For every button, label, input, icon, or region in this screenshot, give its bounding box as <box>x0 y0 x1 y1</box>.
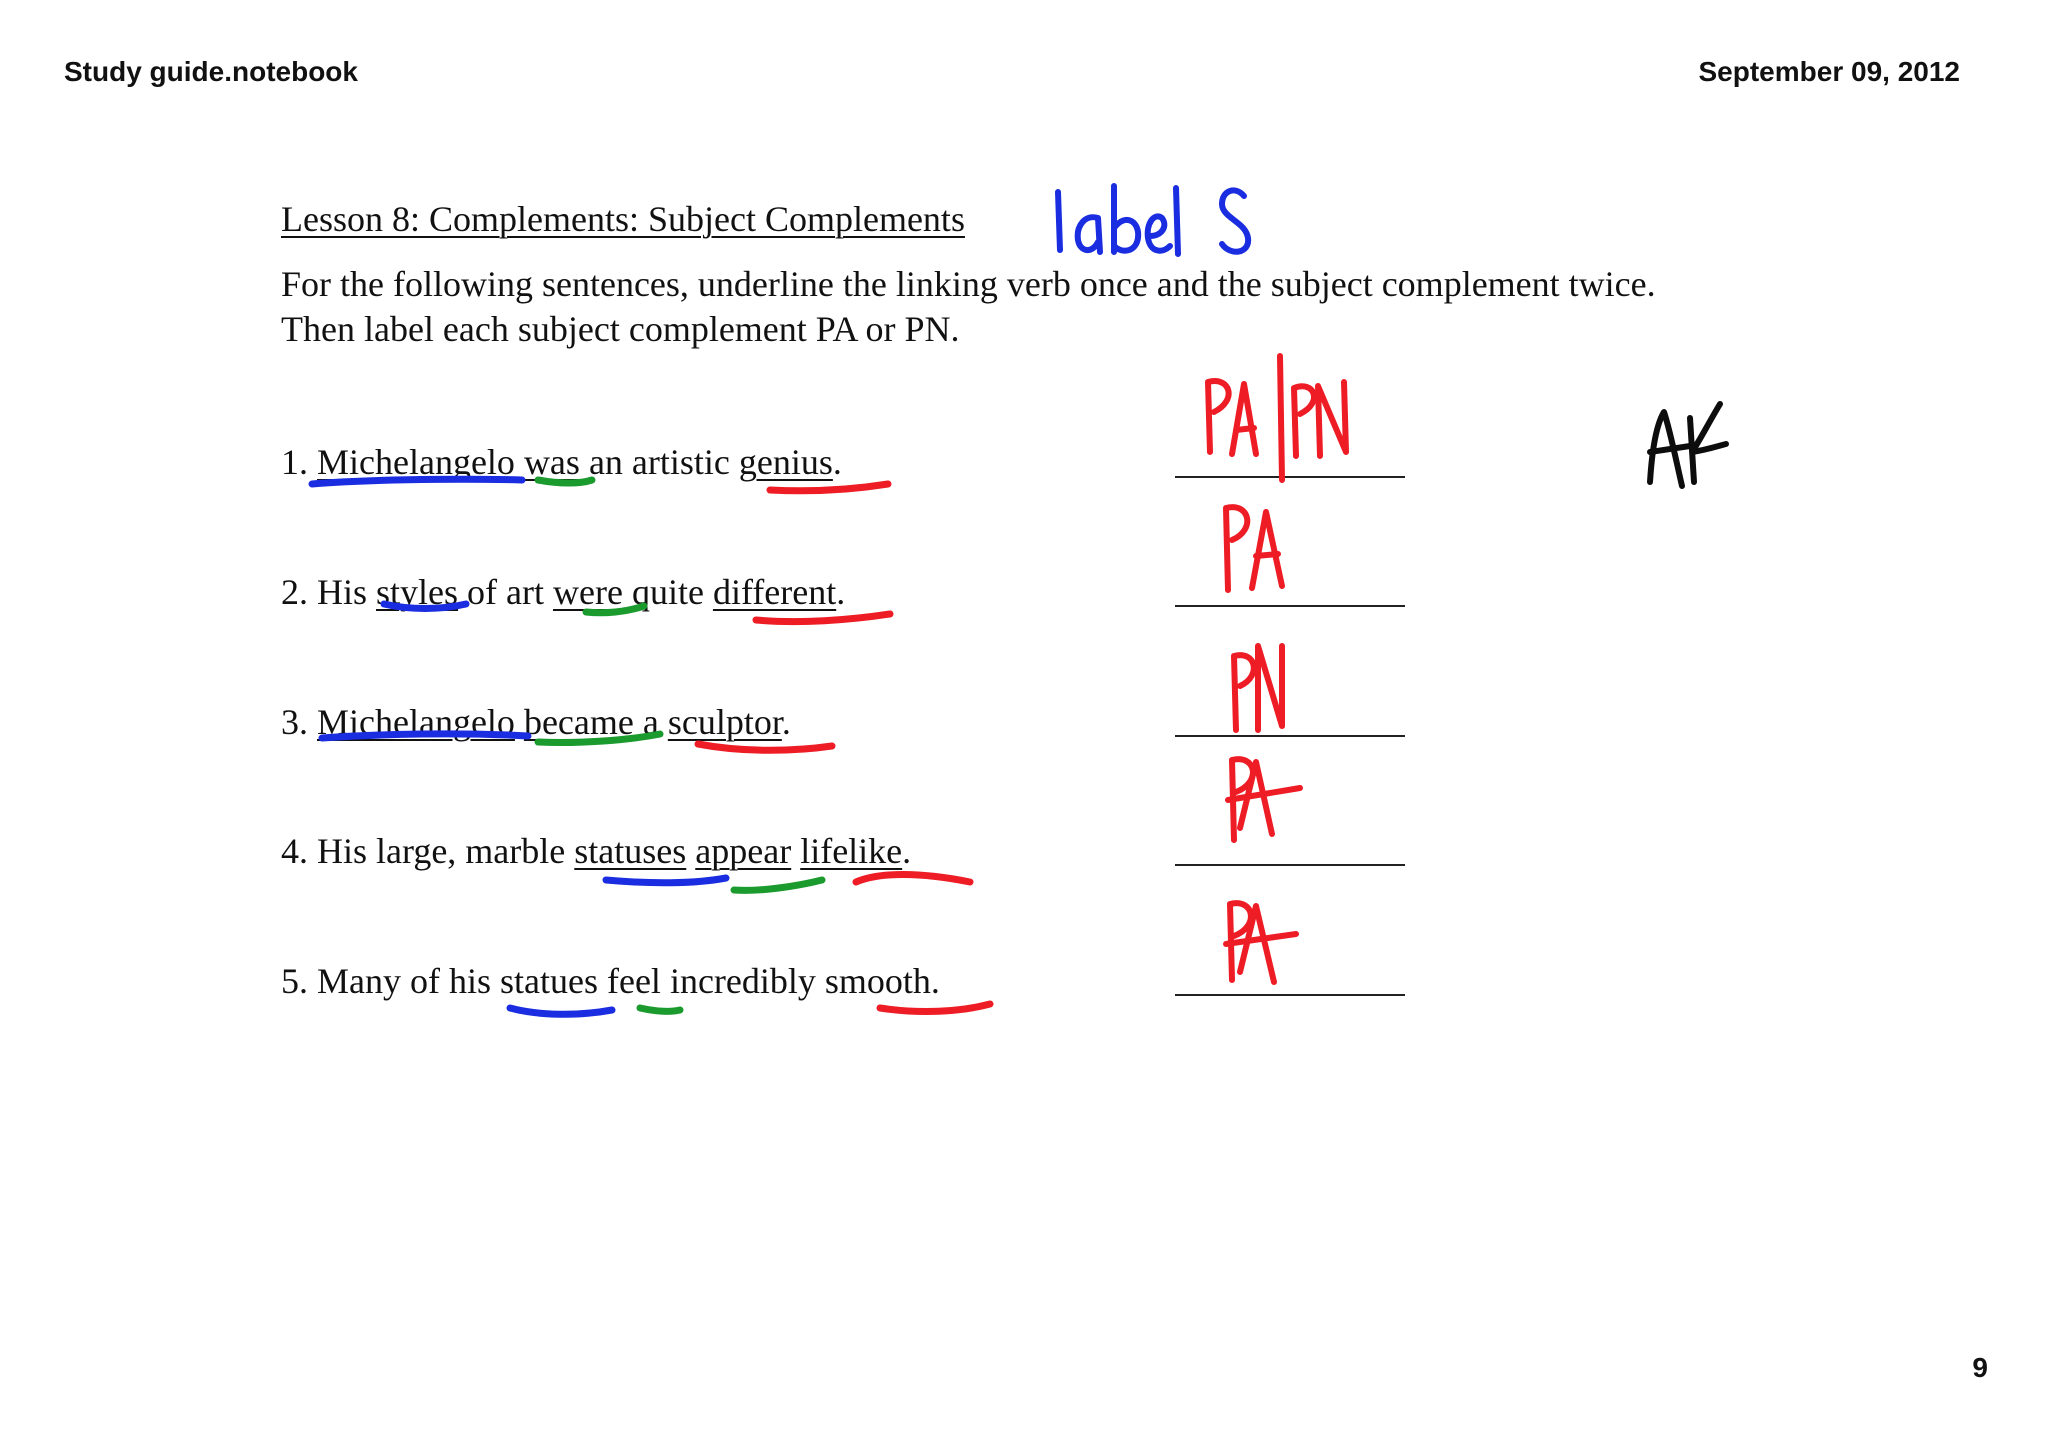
complement-ink-underlines <box>698 484 990 1011</box>
linking-verb-word: became <box>523 702 634 742</box>
sentence-1: 1. Michelangelo was an artistic genius. <box>281 442 842 482</box>
instructions-line-1: For the following sentences, underline the linking verb once and the subject complement twice. <box>281 264 1656 304</box>
verb-ink-underlines <box>538 480 822 1011</box>
subject-word: styles <box>376 572 459 612</box>
page-date: September 09, 2012 <box>1698 56 1960 87</box>
answer-label-4 <box>1228 759 1300 840</box>
answer-label-2 <box>1226 507 1282 590</box>
sentence-number: 5. <box>281 961 308 1001</box>
complement-word: lifelike <box>800 831 903 871</box>
complement-word: genius <box>738 442 833 482</box>
subject-word: statues <box>500 961 598 1001</box>
complement-word: different <box>712 572 837 612</box>
sentence-5: 5. Many of his statues feel incredibly smooth. <box>281 961 940 1001</box>
subject-word: statuses <box>574 831 687 871</box>
handwritten-label-s <box>1058 186 1248 254</box>
sentence-number: 3. <box>281 702 308 742</box>
sentence-4: 4. His large, marble statuses appear lifelike. <box>281 831 912 871</box>
linking-verb-word: feel <box>606 961 661 1001</box>
sentence-2: 2. His styles of art were quite different. <box>281 572 846 612</box>
subject-word: Michelangelo <box>317 702 515 742</box>
answer-label-5 <box>1226 903 1296 982</box>
linking-verb-word: were <box>553 572 623 612</box>
sentence-3: 3. Michelangelo became a sculptor. <box>281 702 791 742</box>
subject-ink-underlines <box>312 479 726 1014</box>
answer-blank-1[interactable] <box>1175 476 1405 478</box>
subject-word: Michelangelo <box>317 442 515 482</box>
answer-blank-4[interactable] <box>1175 864 1405 866</box>
notebook-name: Study guide.notebook <box>64 56 358 87</box>
answer-blank-5[interactable] <box>1175 994 1405 996</box>
page-number: 9 <box>1972 1352 1988 1383</box>
lesson-title: Lesson 8: Complements: Subject Complements <box>281 199 965 239</box>
sentence-number: 2. <box>281 572 308 612</box>
sentence-number: 1. <box>281 442 308 482</box>
complement-word: sculptor <box>667 702 782 742</box>
complement-word: smooth <box>824 961 931 1001</box>
answer-label-3 <box>1234 646 1282 730</box>
answer-blank-3[interactable] <box>1175 735 1405 737</box>
answer-blank-2[interactable] <box>1175 605 1405 607</box>
handwritten-ak <box>1650 404 1726 486</box>
sentence-number: 4. <box>281 831 308 871</box>
answer-label-1 <box>1208 356 1346 480</box>
linking-verb-word: appear <box>695 831 792 871</box>
instructions-line-2: Then label each subject complement PA or PN. <box>281 309 960 349</box>
linking-verb-word: was <box>523 442 580 482</box>
